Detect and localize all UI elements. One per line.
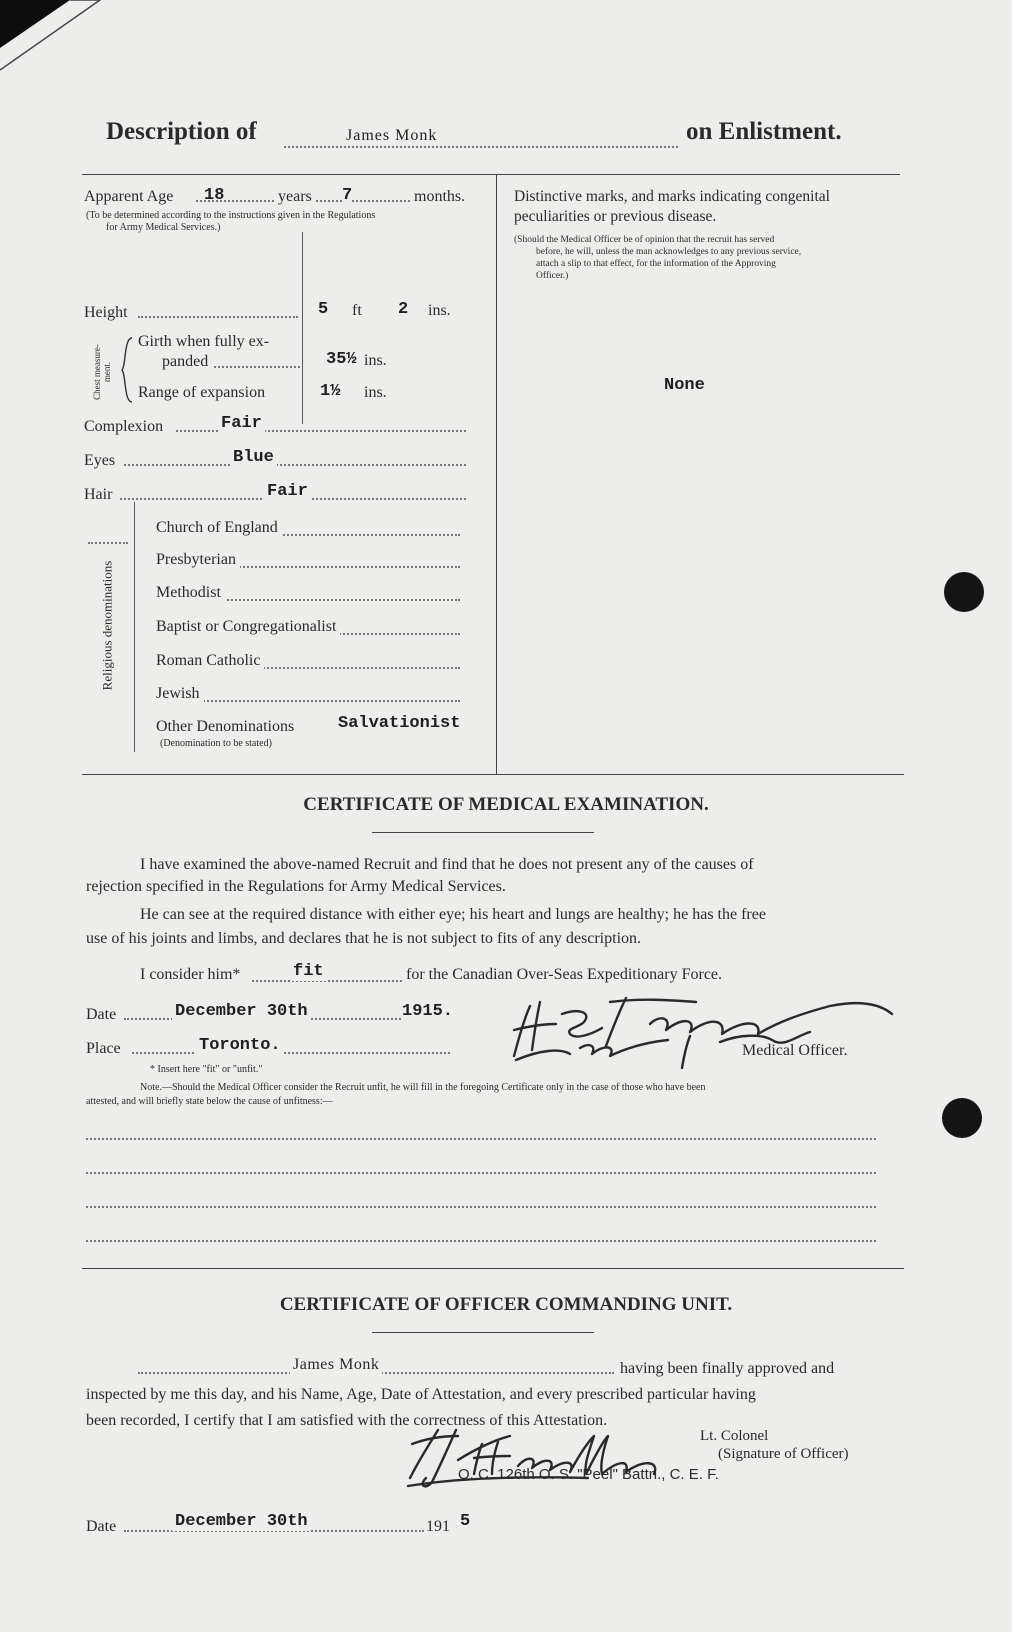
chest-side-label: Chest measure-ment. [92,344,112,400]
unit-stamp: O. C. 126th O. S. "Peel" Battn., C. E. F. [458,1466,719,1483]
marks-note-2: before, he will, unless the man acknowledges to any previous service, [536,247,802,257]
medical-para1-line2: rejection specified in the Regulations for Army Medical Services. [86,878,506,895]
header-name-line [284,134,678,148]
note-line-1: Note.—Should the Medical Officer consider the Recruit unfit, he will fill in the foregoing Certificate only in the case of those who have been [140,1082,706,1093]
chest-brace [120,336,136,404]
insert-note: * Insert here "fit" or "unfit." [150,1064,263,1075]
age-note-1: (To be determined according to the instructions given in the Regulations [86,210,376,221]
commanding-line3: been recorded, I certify that I am satisfied with the correctness of this Attestation. [86,1412,608,1429]
unfitness-line-1 [86,1138,876,1140]
hair-label: Hair [84,486,113,503]
medical-para1-line1: I have examined the above-named Recruit and find that he does not present any of the causes of [140,856,754,873]
note-line-2: attested, and will briefly state below the cause of unfitness:— [86,1096,333,1107]
unfitness-line-2 [86,1172,876,1174]
months-label: months. [414,188,466,205]
top-rule [82,174,900,175]
other-denomination-note: (Denomination to be stated) [160,738,272,749]
medical-title: CERTIFICATE OF MEDICAL EXAMINATION. [303,794,709,815]
medical-date-label: Date [86,1006,117,1023]
range-label: Range of expansion [138,384,266,401]
height-in: 2 [398,300,409,319]
denomination-1: Church of England [156,519,282,537]
medical-officer-label: Medical Officer. [742,1042,848,1059]
religion-divider [134,502,135,752]
age-years: 18 [204,186,225,205]
religion-side-line [88,542,128,544]
consider-label: I consider him* [140,966,241,983]
place-label: Place [86,1040,121,1057]
complexion-value: Fair [218,414,265,433]
girth-line [214,366,300,368]
commanding-rank: Lt. Colonel [700,1428,769,1444]
punch-hole-upper [944,572,984,612]
measure-divider [302,232,303,424]
medical-para2-line2: use of his joints and limbs, and declares that he is not subject to fits of any description. [86,930,642,947]
height-ft: 5 [318,300,329,319]
denomination-6: Jewish [156,685,204,703]
medical-date-year: 1915. [402,1002,454,1021]
commanding-year-prefix: 191 [426,1518,450,1535]
medical-date-value: December 30th [172,1002,311,1021]
marks-note-3: attach a slip to that effect, for the information of the Approving [536,259,776,269]
years-label: years [278,188,312,205]
age-months: 7 [342,186,353,205]
unfitness-line-4 [86,1240,876,1242]
denomination-5: Roman Catholic [156,652,264,670]
place-line [132,1052,450,1054]
other-denomination-value: Salvationist [338,714,461,733]
header-prefix: Description of [106,118,257,145]
column-divider [496,174,497,774]
denomination-3: Methodist [156,584,225,602]
marks-note-4: Officer.) [536,271,569,281]
range-value: 1½ [320,382,341,401]
header-name: James Monk [346,127,438,144]
consider-line [252,980,402,982]
eyes-value: Blue [230,448,277,467]
eyes-label: Eyes [84,452,116,469]
age-note-2: for Army Medical Services.) [106,222,221,233]
marks-value: None [664,376,705,395]
header-suffix: on Enlistment. [686,118,842,145]
complexion-label: Complexion [84,418,164,435]
marks-note-1: (Should the Medical Officer be of opinion that the recruit has served [514,235,775,245]
denomination-4: Baptist or Congregationalist [156,618,340,636]
height-label: Height [84,304,128,321]
ins-label-2: ins. [364,352,387,369]
commanding-title: CERTIFICATE OF OFFICER COMMANDING UNIT. [279,1294,733,1315]
commanding-title-rule [372,1332,594,1333]
hair-value: Fair [264,482,311,501]
medical-officer-signature [500,984,900,1074]
unfitness-line-3 [86,1206,876,1208]
denomination-2: Presbyterian [156,551,240,569]
ins-label-1: ins. [428,302,451,319]
eyes-line [124,464,466,466]
medical-para2-line1: He can see at the required distance with either eye; his heart and lungs are healthy; he has the free [140,906,766,923]
punch-hole-lower [942,1098,982,1138]
height-line [138,316,298,318]
medical-title-rule [372,832,594,833]
commanding-date-value: December 30th [172,1512,311,1531]
religion-side-label: Religious denominations [99,560,115,691]
girth-label-2: panded [162,353,209,370]
force-label: for the Canadian Over-Seas Expeditionary Force. [406,966,723,983]
marks-label-1: Distinctive marks, and marks indicating congenital [514,188,830,205]
folded-corner [0,0,110,110]
marks-label-2: peculiarities or previous disease. [514,208,717,225]
ft-label: ft [352,302,362,319]
other-denomination-label: Other Denominations [156,718,295,735]
commanding-year-suffix: 5 [460,1512,471,1531]
signature-label: (Signature of Officer) [718,1446,849,1462]
place-value: Toronto. [196,1036,284,1055]
age-label: Apparent Age [84,188,174,205]
commanding-name: James Monk [290,1356,382,1374]
girth-label-1: Girth when fully ex- [138,333,270,350]
commanding-line1-suffix: having been finally approved and [620,1360,835,1377]
section-rule-1 [82,774,904,775]
commanding-date-label: Date [86,1518,117,1535]
religion-side-label-wrap [82,548,132,708]
girth-value: 35½ [326,350,357,369]
ins-label-3: ins. [364,384,387,401]
section-rule-2 [82,1268,904,1269]
consider-value: fit [290,962,327,981]
commanding-line2: inspected by me this day, and his Name, Age, Date of Attestation, and every prescribed particular having [86,1386,756,1403]
